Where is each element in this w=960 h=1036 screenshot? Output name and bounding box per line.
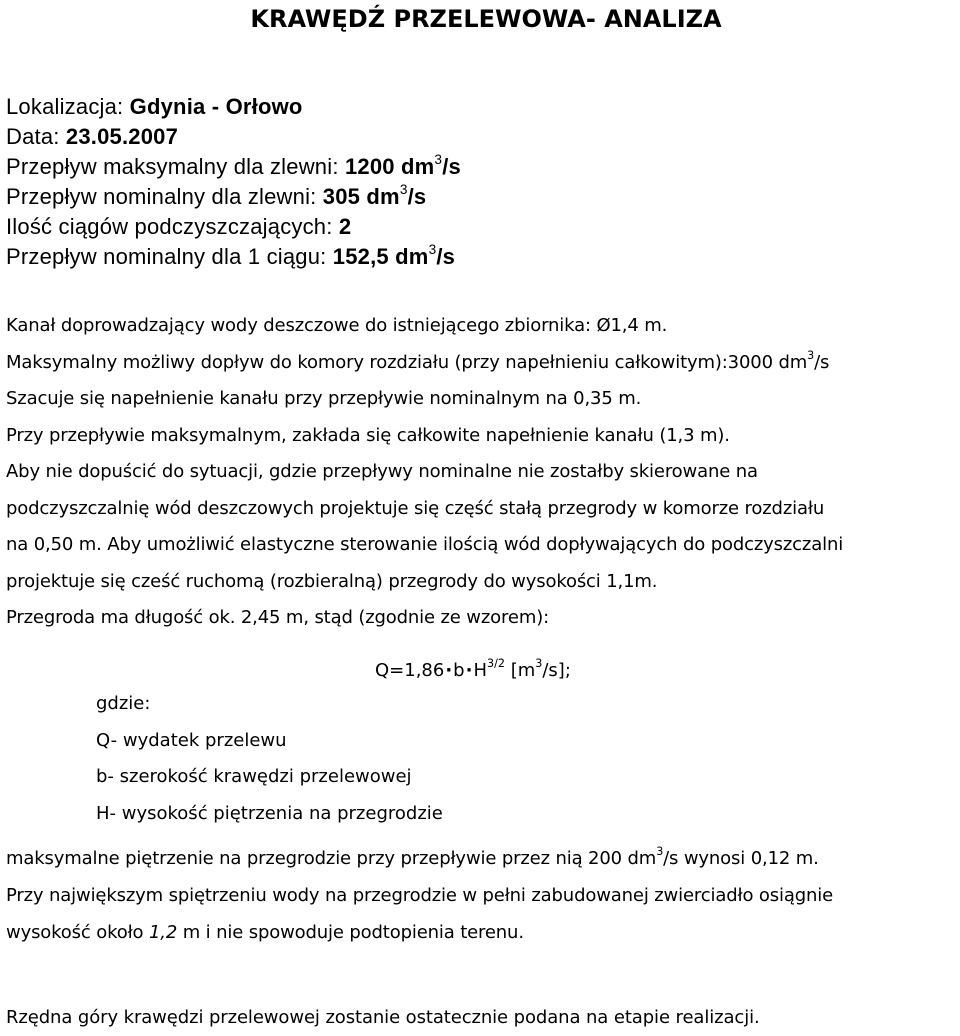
date-row <box>6 122 461 152</box>
formula-multiply-dot: · <box>445 660 453 681</box>
formula-legend <box>96 686 443 832</box>
max-inflow-unit: /s <box>814 351 830 373</box>
text-line-max-inflow <box>6 345 843 382</box>
location-label: Lokalizacja: <box>6 94 130 119</box>
formula-h: H <box>473 660 487 681</box>
per-line-flow-value: 152,5 dm <box>332 244 429 269</box>
lines-count-label: Ilość ciągów podczyszczających: <box>6 214 339 239</box>
location-row <box>6 92 461 122</box>
text-line-water-level: Przy największym spiętrzeniu wody na przegrodzie w pełni zabudowanej zwierciadło osiągnie <box>6 885 834 906</box>
formula-h-exponent: 3/2 <box>487 657 505 671</box>
per-line-flow-label: Przepływ nominalny dla 1 ciągu: <box>6 244 333 269</box>
per-line-flow-exponent: 3 <box>428 241 437 257</box>
formula-q: Q=1,86 <box>375 660 445 681</box>
text-line-water-height <box>6 914 833 951</box>
max-inflow-text: Maksymalny możliwy dopływ do komory rozdziału (przy napełnieniu całkowitym):3000 dm <box>6 351 808 373</box>
max-flow-row <box>6 152 461 182</box>
water-height-value: 1,2 <box>148 922 178 943</box>
text-line-nominal-fill: Szacuje się napełnienie kanału przy przepływie nominalnym na 0,35 m. <box>6 388 642 409</box>
water-height-text: wysokość około <box>6 922 149 943</box>
formula-unit-exponent: 3 <box>535 657 543 671</box>
max-damming-result: /s wynosi 0,12 m. <box>663 848 819 869</box>
max-flow-label: Przepływ maksymalny dla zlewni: <box>6 154 345 179</box>
formula-unit-open: [m <box>504 660 536 681</box>
legend-h: H- wysokość piętrzenia na przegrodzie <box>96 802 443 824</box>
legend-b: b- szerokość krawędzi przelewowej <box>96 766 412 787</box>
max-damming-exponent: 3 <box>656 845 664 859</box>
document-title: KRAWĘDŹ PRZELEWOWA- ANALIZA <box>250 5 722 33</box>
text-line-paragraph-1: Aby nie dopuścić do sytuacji, gdzie przepływy nominalne nie zostałby skierowane na <box>6 461 758 482</box>
water-height-suffix: m i nie spowoduje podtopienia terenu. <box>177 922 524 943</box>
site-info-block <box>6 92 461 272</box>
formula-multiply-dot-2: · <box>465 660 473 681</box>
date-value: 23.05.2007 <box>65 124 179 149</box>
formula-b: b <box>453 660 465 681</box>
nominal-flow-unit: /s <box>407 184 427 209</box>
nominal-flow-row <box>6 182 461 212</box>
max-flow-value: 1200 dm <box>344 154 435 179</box>
per-line-flow-unit: /s <box>436 244 456 269</box>
date-label: Data: <box>6 124 66 149</box>
text-line-channel: Kanał doprowadzający wody deszczowe do istniejącego zbiornika: Ø1,4 m. <box>6 315 668 336</box>
lines-count-value: 2 <box>338 214 352 239</box>
text-line-paragraph-2: podczyszczalnię wód deszczowych projektuje się część stałą przegrody w komorze rozdziału <box>6 497 825 519</box>
nominal-flow-label: Przepływ nominalny dla zlewni: <box>6 184 323 209</box>
final-note: Rzędna góry krawędzi przelewowej zostanie ostatecznie podana na etapie realizacji. <box>6 1007 760 1028</box>
text-line-partition-length: Przegroda ma długość ok. 2,45 m, stąd (zgodnie ze wzorem): <box>6 607 549 628</box>
analysis-text <box>6 308 843 637</box>
lines-count-row <box>6 212 461 242</box>
legend-q: Q- wydatek przelewu <box>96 729 287 751</box>
text-line-paragraph-4: projektuje się cześć ruchomą (rozbieralną) przegrody do wysokości 1,1m. <box>6 570 658 592</box>
max-flow-exponent: 3 <box>434 151 443 167</box>
nominal-flow-exponent: 3 <box>399 181 408 197</box>
nominal-flow-value: 305 dm <box>322 184 400 209</box>
result-text <box>6 840 833 951</box>
max-inflow-exponent: 3 <box>807 348 815 362</box>
location-value: Gdynia - Orłowo <box>129 94 303 119</box>
formula-unit-close: /s]; <box>542 660 571 681</box>
max-damming-text: maksymalne piętrzenie na przegrodzie przy przepływie przez nią 200 dm <box>6 848 657 869</box>
text-line-max-fill: Przy przepływie maksymalnym, zakłada się całkowite napełnienie kanału (1,3 m). <box>6 424 730 446</box>
legend-where: gdzie: <box>96 693 151 714</box>
text-line-max-damming <box>6 840 833 877</box>
per-line-flow-row <box>6 242 461 272</box>
max-flow-unit: /s <box>442 154 461 179</box>
text-line-paragraph-3: na 0,50 m. Aby umożliwić elastyczne sterowanie ilością wód dopływających do podczyszczalni <box>6 534 844 555</box>
weir-formula <box>375 657 571 681</box>
